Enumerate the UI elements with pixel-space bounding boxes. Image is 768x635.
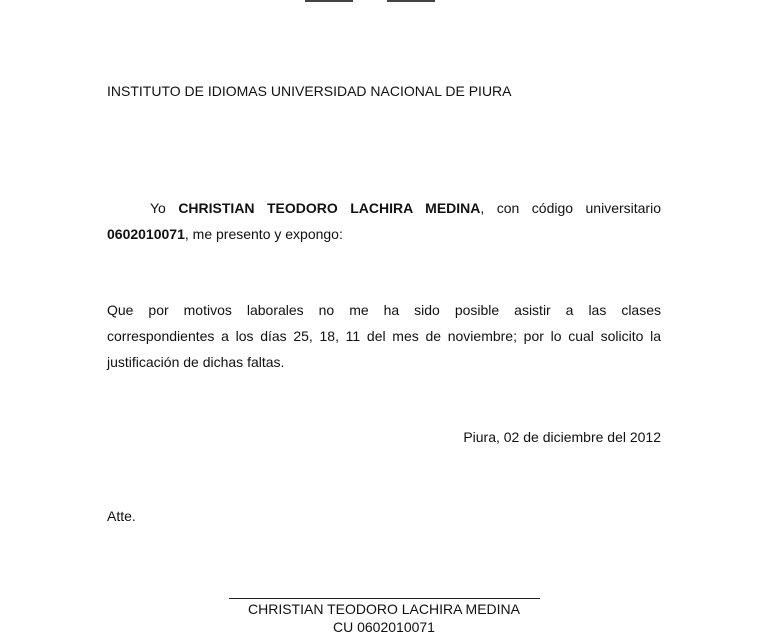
intro-line-2 (107, 226, 343, 242)
code-prefix: , con código universitario (480, 200, 661, 216)
intro-paragraph (107, 195, 661, 247)
signature-line (229, 598, 540, 599)
signature-name: CHRISTIAN TEODORO LACHIRA MEDINA (247, 601, 520, 617)
student-name: CHRISTIAN TEODORO LACHIRA MEDINA (178, 200, 481, 216)
request-line-2: correspondientes a los días 25, 18, 11 del mes de noviembre; por lo cual solicito la (107, 328, 661, 344)
signature-code: CU 0602010071 (333, 619, 435, 635)
closing: Atte. (107, 508, 136, 524)
intro-line-1 (107, 195, 661, 221)
top-cropped-text (305, 0, 435, 2)
intro-suffix: , me presento y expongo: (184, 226, 343, 242)
request-line-1: Que por motivos laborales no me ha sido posible asistir a las clases (107, 302, 661, 318)
request-line-3: justificación de dichas faltas. (107, 354, 285, 370)
intro-prefix: Yo (150, 200, 179, 216)
student-code: 0602010071 (107, 226, 185, 242)
request-paragraph (107, 297, 661, 375)
letter-date: Piura, 02 de diciembre del 2012 (463, 429, 661, 445)
institution-header: INSTITUTO DE IDIOMAS UNIVERSIDAD NACIONAL DE PIURA (107, 83, 512, 99)
